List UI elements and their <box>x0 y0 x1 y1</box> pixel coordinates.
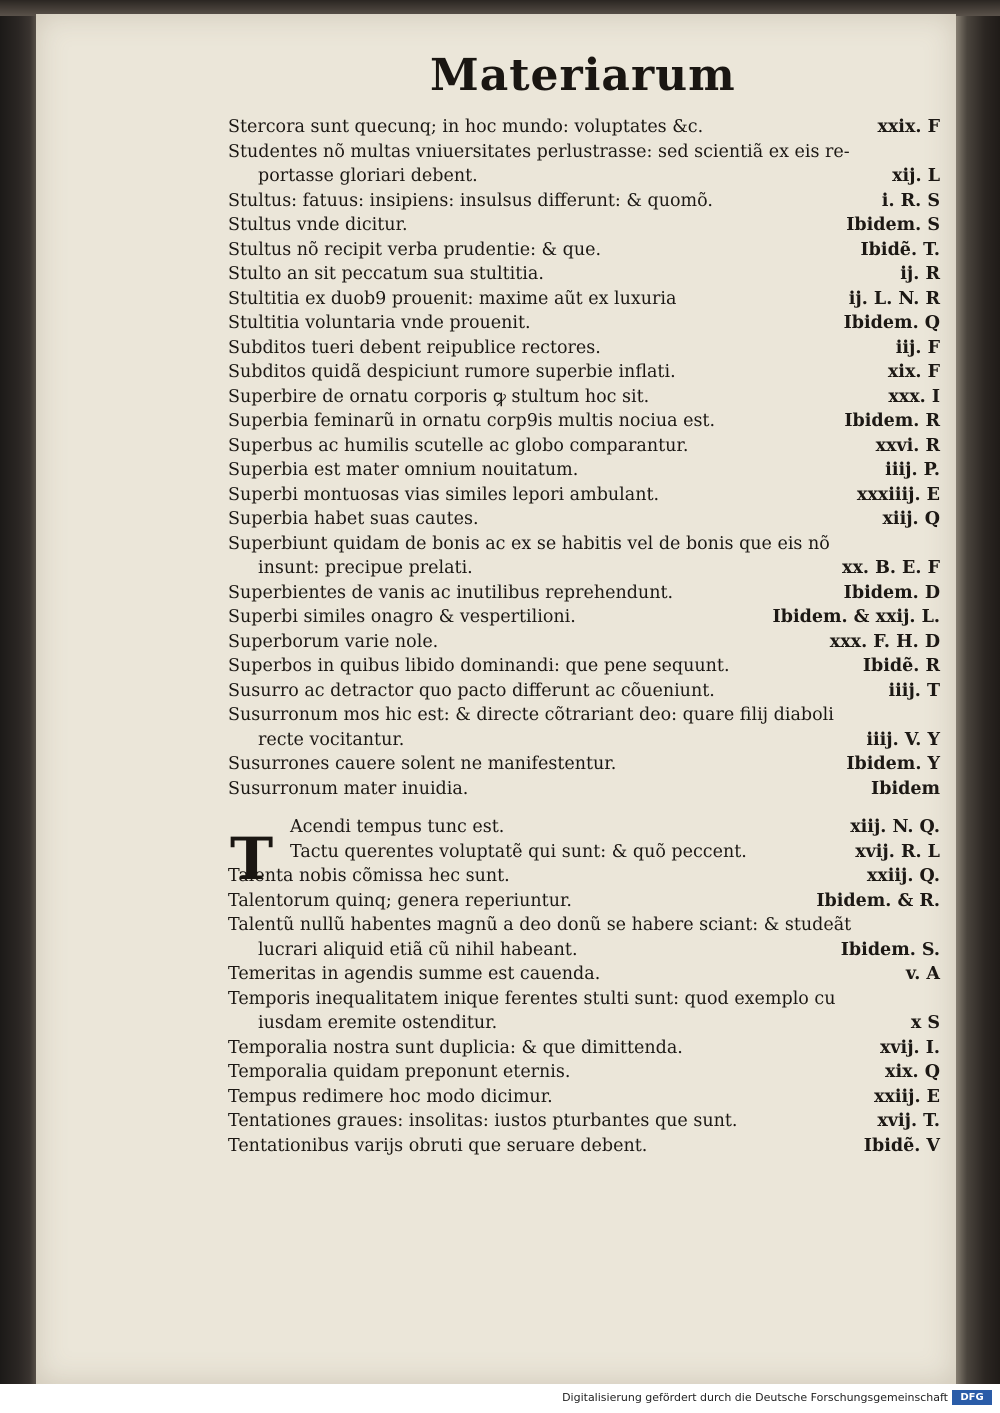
entry-reference: ij. R <box>900 264 940 284</box>
index-entry <box>228 703 940 752</box>
index-entry <box>228 140 940 189</box>
entry-text: Susurronum mater inuidia. <box>228 778 469 799</box>
left-book-edge <box>0 0 40 1413</box>
entry-text: Superbi similes onagro & vespertilioni. <box>228 607 576 627</box>
index-entry <box>228 458 940 483</box>
entry-text: Tempus redimere hoc modo dicimur. <box>228 1086 553 1107</box>
entry-text: Subditos quidã despiciunt rumore superbie inflati. <box>228 362 676 382</box>
index-entry <box>228 654 940 679</box>
entry-text: Superbiunt quidam de bonis ac ex se habitis vel de bonis que eis nõ <box>228 533 830 554</box>
entry-text: Superbos in quibus libido dominandi: que pene sequunt. <box>228 656 730 676</box>
entry-reference: xvij. T. <box>877 1111 940 1131</box>
entry-reference: xxvi. R <box>875 435 940 456</box>
entry-text: Superbia habet suas cautes. <box>228 509 479 529</box>
index-entry <box>228 287 940 312</box>
t-drop-initial: T <box>230 825 274 893</box>
entry-text: Stultus vnde dicitur. <box>228 215 408 235</box>
entry-reference: xix. Q <box>885 1062 940 1082</box>
entry-text: Superborum varie nole. <box>228 631 439 652</box>
entry-continuation: recte vocitantur. <box>258 729 405 750</box>
entry-reference: iiij. V. Y <box>866 729 940 750</box>
entry-text: Talentorum quinq; genera reperiuntur. <box>228 890 572 911</box>
entry-text: Susurrones cauere solent ne manifestentur. <box>228 754 617 774</box>
entry-reference: Ibidem. D <box>843 582 940 603</box>
index-entry <box>228 1060 940 1085</box>
entry-reference: xix. F <box>887 362 940 382</box>
entry-text: Superbia est mater omnium nouitatum. <box>228 460 579 480</box>
section-gap <box>228 801 940 815</box>
entry-text: Superbientes de vanis ac inutilibus reprehendunt. <box>228 582 674 603</box>
index-entry <box>228 889 940 914</box>
entry-text: Susurro ac detractor quo pacto differunt ac cõueniunt. <box>228 680 715 701</box>
entry-text: Temeritas in agendis summe est cauenda. <box>228 964 601 984</box>
entry-text: Stercora sunt quecunq; in hoc mundo: voluptates &c. <box>228 117 704 137</box>
entry-reference: xxiij. Q. <box>866 866 940 886</box>
entry-reference: xxx. I <box>888 386 940 407</box>
index-entry <box>228 630 940 655</box>
entry-continuation: lucrari aliquid etiã cũ nihil habeant. <box>258 939 578 960</box>
index-entry <box>228 777 940 802</box>
entry-text: Subditos tueri debent reipublice rectores. <box>228 337 601 358</box>
index-entry <box>228 864 940 889</box>
index-entry <box>228 336 940 361</box>
entry-continuation: portasse gloriari debent. <box>258 166 478 186</box>
entry-reference: iiij. P. <box>885 460 940 480</box>
entry-continuation: iusdam eremite ostenditur. <box>258 1013 498 1033</box>
entry-reference: Ibidem. Y <box>846 754 940 774</box>
entry-text: Tentationes graues: insolitas: iustos pturbantes que sunt. <box>228 1111 738 1131</box>
index-entry <box>228 409 940 434</box>
entry-text: Stultitia voluntaria vnde prouenit. <box>228 313 531 333</box>
entry-text: Susurronum mos hic est: & directe cõtrariant deo: quare filij diaboli <box>228 705 834 725</box>
index-entry <box>228 605 940 630</box>
entry-reference: iiij. T <box>888 680 940 701</box>
entry-reference: Ibidem. S. <box>840 939 940 960</box>
index-entry <box>228 962 940 987</box>
entry-reference: Ibidem. Q <box>843 313 940 333</box>
index-entry <box>228 987 940 1036</box>
entry-text: Temporis inequalitatem inique ferentes stulti sunt: quod exemplo cu <box>228 988 836 1009</box>
page-heading: Materiarum <box>430 50 736 101</box>
entry-text: Tactu querentes voluptatẽ qui sunt: & quõ peccent. <box>290 841 747 862</box>
entry-text: Tentationibus varijs obruti que seruare debent. <box>228 1135 648 1156</box>
index-entry <box>228 507 940 532</box>
entry-reference: x S <box>910 1013 940 1033</box>
entry-continuation: insunt: precipue prelati. <box>258 558 473 578</box>
entry-reference: iij. F <box>895 337 940 358</box>
entry-reference: xxx. F. H. D <box>829 631 940 652</box>
footer-bar <box>0 1384 1000 1413</box>
index-entry <box>228 238 940 263</box>
index-entry <box>228 532 940 581</box>
entry-reference: ij. L. N. R <box>848 288 940 309</box>
index-entry <box>228 840 940 865</box>
index-entry <box>228 913 940 962</box>
index-entry <box>228 581 940 606</box>
entry-text: Superbus ac humilis scutelle ac globo comparantur. <box>228 435 689 456</box>
index-entry <box>228 434 940 459</box>
index-entry <box>228 360 940 385</box>
entry-reference: xvij. I. <box>879 1037 940 1058</box>
right-book-edge <box>955 0 1000 1413</box>
entry-reference: Ibidẽ. T. <box>860 239 940 260</box>
entry-reference: xvij. R. L <box>855 841 940 862</box>
index-entry <box>228 752 940 777</box>
entry-text: Acendi tempus tunc est. <box>290 817 505 837</box>
entry-reference: xiij. Q <box>882 509 940 529</box>
entry-text: Stultus nõ recipit verba prudentie: & que. <box>228 239 602 260</box>
index-entry <box>228 115 940 140</box>
entry-text: Superbia feminarũ in ornatu corp9is multis nociua est. <box>228 411 716 431</box>
index-entry <box>228 1036 940 1061</box>
index-entry <box>228 189 940 214</box>
entry-text: Talenta nobis cõmissa hec sunt. <box>228 866 510 886</box>
entry-reference: Ibidem. & R. <box>816 890 940 911</box>
index-entry <box>228 483 940 508</box>
entry-reference: Ibidem. S <box>846 215 940 235</box>
entry-reference: v. A <box>905 964 940 984</box>
entry-text: Studentes nõ multas vniuersitates perlustrasse: sed scientiã ex eis re- <box>228 141 850 162</box>
index-entry <box>228 1134 940 1159</box>
entry-text: Stultitia ex duob9 prouenit: maxime aũt ex luxuria <box>228 288 677 309</box>
entry-reference: i. R. S <box>881 190 940 211</box>
entry-text: Superbi montuosas vias similes lepori ambulant. <box>228 484 660 505</box>
index-entries <box>228 115 940 1158</box>
entry-reference: xxix. F <box>877 117 940 137</box>
entry-text: Temporalia nostra sunt duplicia: & que dimittenda. <box>228 1037 683 1058</box>
entry-text: Talentũ nullũ habentes magnũ a deo donũ se habere sciant: & studeãt <box>228 915 852 935</box>
entry-reference: Ibidẽ. R <box>862 656 940 676</box>
dfg-logo: DFG <box>952 1390 992 1405</box>
entry-reference: Ibidẽ. V <box>863 1135 940 1156</box>
entry-text: Temporalia quidam preponunt eternis. <box>228 1062 571 1082</box>
index-entry <box>228 262 940 287</box>
index-entry <box>228 679 940 704</box>
t-section <box>228 815 940 1158</box>
footer-credit: Digitalisierung gefördert durch die Deutsche Forschungsgemeinschaft <box>562 1391 948 1404</box>
entry-reference: xxxiiij. E <box>856 484 940 505</box>
entry-reference: xx. B. E. F <box>842 558 940 578</box>
entry-reference: Ibidem. R <box>844 411 940 431</box>
entry-text: Stulto an sit peccatum sua stultitia. <box>228 264 544 284</box>
s-section <box>228 115 940 801</box>
index-entry <box>228 1109 940 1134</box>
entry-reference: xij. L <box>892 166 940 186</box>
index-entry <box>228 815 940 840</box>
entry-text: Superbire de ornatu corporis ꝙ stultum hoc sit. <box>228 386 650 407</box>
entry-text: Stultus: fatuus: insipiens: insulsus differunt: & quomõ. <box>228 190 713 211</box>
index-entry <box>228 213 940 238</box>
entry-reference: Ibidem <box>871 778 940 799</box>
entry-reference: xxiij. E <box>873 1086 940 1107</box>
index-entry <box>228 311 940 336</box>
entry-reference: Ibidem. & xxij. L. <box>772 607 940 627</box>
entry-reference: xiij. N. Q. <box>850 817 940 837</box>
index-entry <box>228 385 940 410</box>
index-entry <box>228 1085 940 1110</box>
